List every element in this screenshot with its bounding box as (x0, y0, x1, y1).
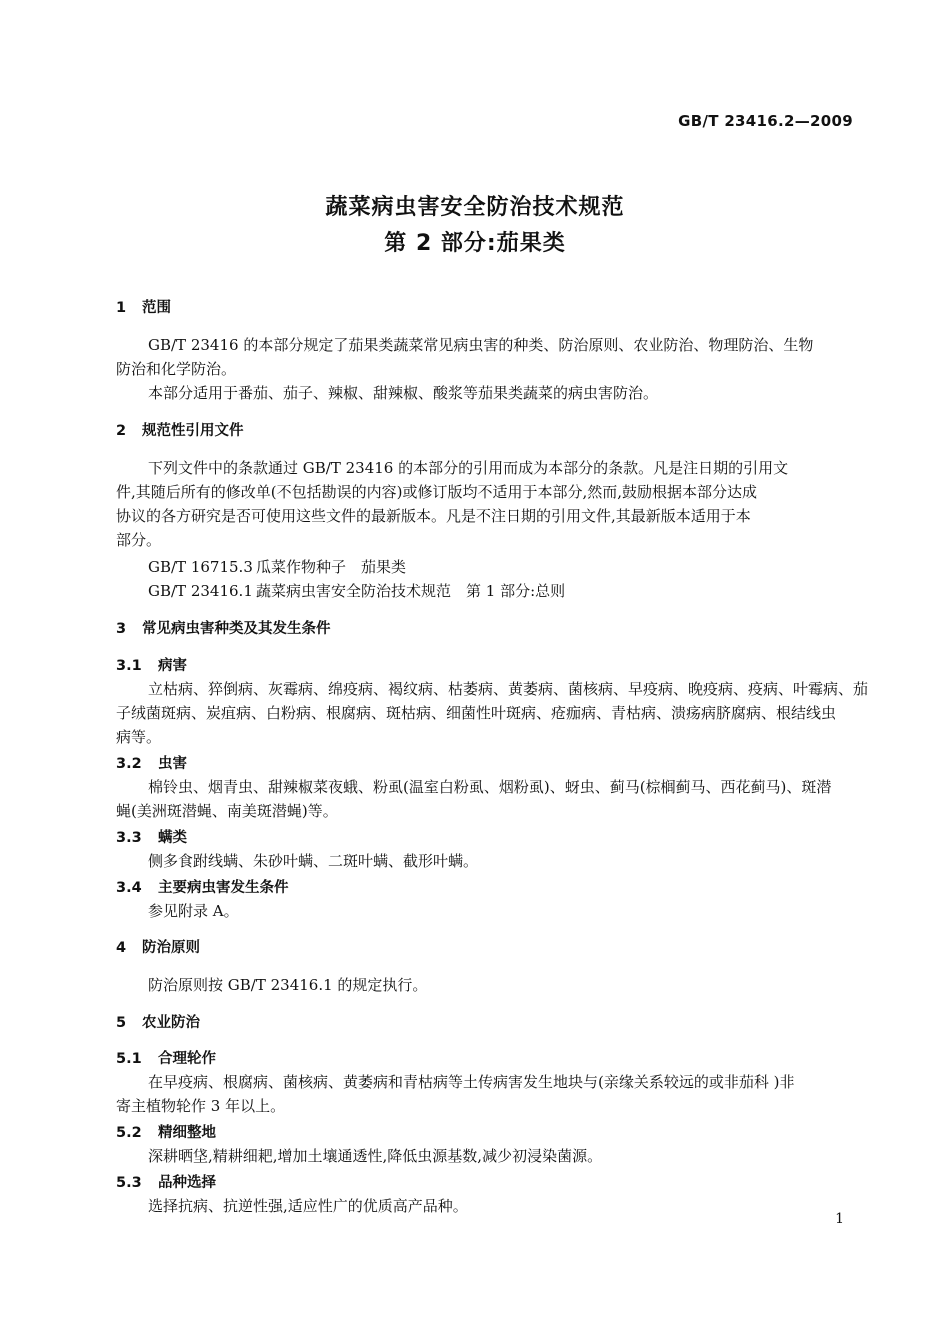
paragraph-line: GB/T 23416 的本部分规定了茄果类蔬菜常见病虫害的种类、防治原则、农业防治、物理防治、生物 (148, 336, 814, 354)
reference-item (148, 556, 406, 577)
paragraph-line: 病等。 (116, 728, 162, 746)
paragraph-line: 蝇(美洲斑潜蝇、南美斑潜蝇)等。 (116, 802, 338, 820)
subsection-title: 虫害 (158, 756, 187, 772)
section-title: 范围 (142, 300, 171, 316)
subsection-3-1-heading (116, 654, 187, 675)
section-number: 1 (116, 300, 127, 316)
section-3-heading (116, 617, 331, 638)
paragraph-line: 选择抗病、抗逆性强,适应性广的优质高产品种。 (148, 1197, 468, 1215)
subsection-title: 品种选择 (158, 1175, 216, 1191)
reference-item (148, 580, 565, 601)
section-title: 规范性引用文件 (142, 423, 244, 439)
subsection-number: 3.1 (116, 658, 142, 674)
reference-title: 瓜菜作物种子 茄果类 (256, 558, 407, 576)
paragraph-line: 件,其随后所有的修改单(不包括勘误的内容)或修订版均不适用于本部分,然而,鼓励根据本部分达成 (116, 483, 758, 501)
subsection-5-2-heading (116, 1121, 216, 1142)
paragraph-line: 下列文件中的条款通过 GB/T 23416 的本部分的引用而成为本部分的条款。凡是注日期的引用文 (148, 459, 789, 477)
paragraph-line: 侧多食跗线螨、朱砂叶螨、二斑叶螨、截形叶螨。 (148, 852, 479, 870)
document-title: 蔬菜病虫害安全防治技术规范 (325, 195, 625, 220)
standard-code: GB/T 23416.2—2009 (678, 112, 853, 130)
subsection-title: 螨类 (158, 830, 187, 846)
subsection-number: 3.4 (116, 880, 142, 896)
section-title: 农业防治 (142, 1015, 200, 1031)
section-number: 2 (116, 423, 127, 439)
paragraph-line: 子绒菌斑病、炭疽病、白粉病、根腐病、斑枯病、细菌性叶斑病、疮痂病、青枯病、溃疡病脐腐病、根结线虫 (116, 704, 837, 722)
section-title: 常见病虫害种类及其发生条件 (142, 621, 331, 637)
section-4-heading (116, 936, 200, 957)
document-subtitle: 第 2 部分:茄果类 (384, 231, 566, 256)
subsection-title: 主要病虫害发生条件 (158, 880, 289, 896)
subsection-title: 病害 (158, 658, 187, 674)
paragraph-line: 深耕晒垡,精耕细耙,增加土壤通透性,降低虫源基数,减少初浸染菌源。 (148, 1147, 603, 1165)
paragraph-line: 在早疫病、根腐病、菌核病、黄萎病和青枯病等土传病害发生地块与(亲缘关系较远的或非茄科 )非 (148, 1073, 795, 1091)
section-number: 3 (116, 621, 127, 637)
subsection-3-2-heading (116, 752, 187, 773)
paragraph-line: 部分。 (116, 531, 162, 549)
page-number: 1 (835, 1211, 844, 1227)
section-number: 4 (116, 940, 127, 956)
paragraph-line: 寄主植物轮作 3 年以上。 (116, 1097, 286, 1115)
paragraph-line: 参见附录 A。 (148, 902, 239, 920)
subsection-number: 5.3 (116, 1175, 142, 1191)
reference-code: GB/T 23416.1 (148, 582, 253, 600)
section-number: 5 (116, 1015, 127, 1031)
paragraph-line: 棉铃虫、烟青虫、甜辣椒菜夜蛾、粉虱(温室白粉虱、烟粉虱)、蚜虫、蓟马(棕榈蓟马、西花蓟马)、斑潜 (148, 778, 832, 796)
paragraph-line: 协议的各方研究是否可使用这些文件的最新版本。凡是不注日期的引用文件,其最新版本适用于本 (116, 507, 751, 525)
paragraph-line: 防治原则按 GB/T 23416.1 的规定执行。 (148, 976, 428, 994)
subsection-title: 精细整地 (158, 1125, 216, 1141)
section-2-heading (116, 419, 244, 440)
subsection-title: 合理轮作 (158, 1051, 216, 1067)
subsection-number: 5.1 (116, 1051, 142, 1067)
paragraph-line: 立枯病、猝倒病、灰霉病、绵疫病、褐纹病、枯萎病、黄萎病、菌核病、早疫病、晚疫病、疫病、叶霉病、茄 (148, 680, 869, 698)
reference-title: 蔬菜病虫害安全防治技术规范 第 1 部分:总则 (256, 582, 566, 600)
subsection-number: 5.2 (116, 1125, 142, 1141)
subsection-5-3-heading (116, 1171, 216, 1192)
section-title: 防治原则 (142, 940, 200, 956)
subsection-3-3-heading (116, 826, 187, 847)
section-1-heading (116, 296, 171, 317)
subsection-number: 3.2 (116, 756, 142, 772)
reference-code: GB/T 16715.3 (148, 558, 253, 576)
paragraph-line: 本部分适用于番茄、茄子、辣椒、甜辣椒、酸浆等茄果类蔬菜的病虫害防治。 (148, 384, 659, 402)
paragraph-line: 防治和化学防治。 (116, 360, 237, 378)
subsection-3-4-heading (116, 876, 289, 897)
subsection-number: 3.3 (116, 830, 142, 846)
subsection-5-1-heading (116, 1047, 216, 1068)
section-5-heading (116, 1011, 200, 1032)
